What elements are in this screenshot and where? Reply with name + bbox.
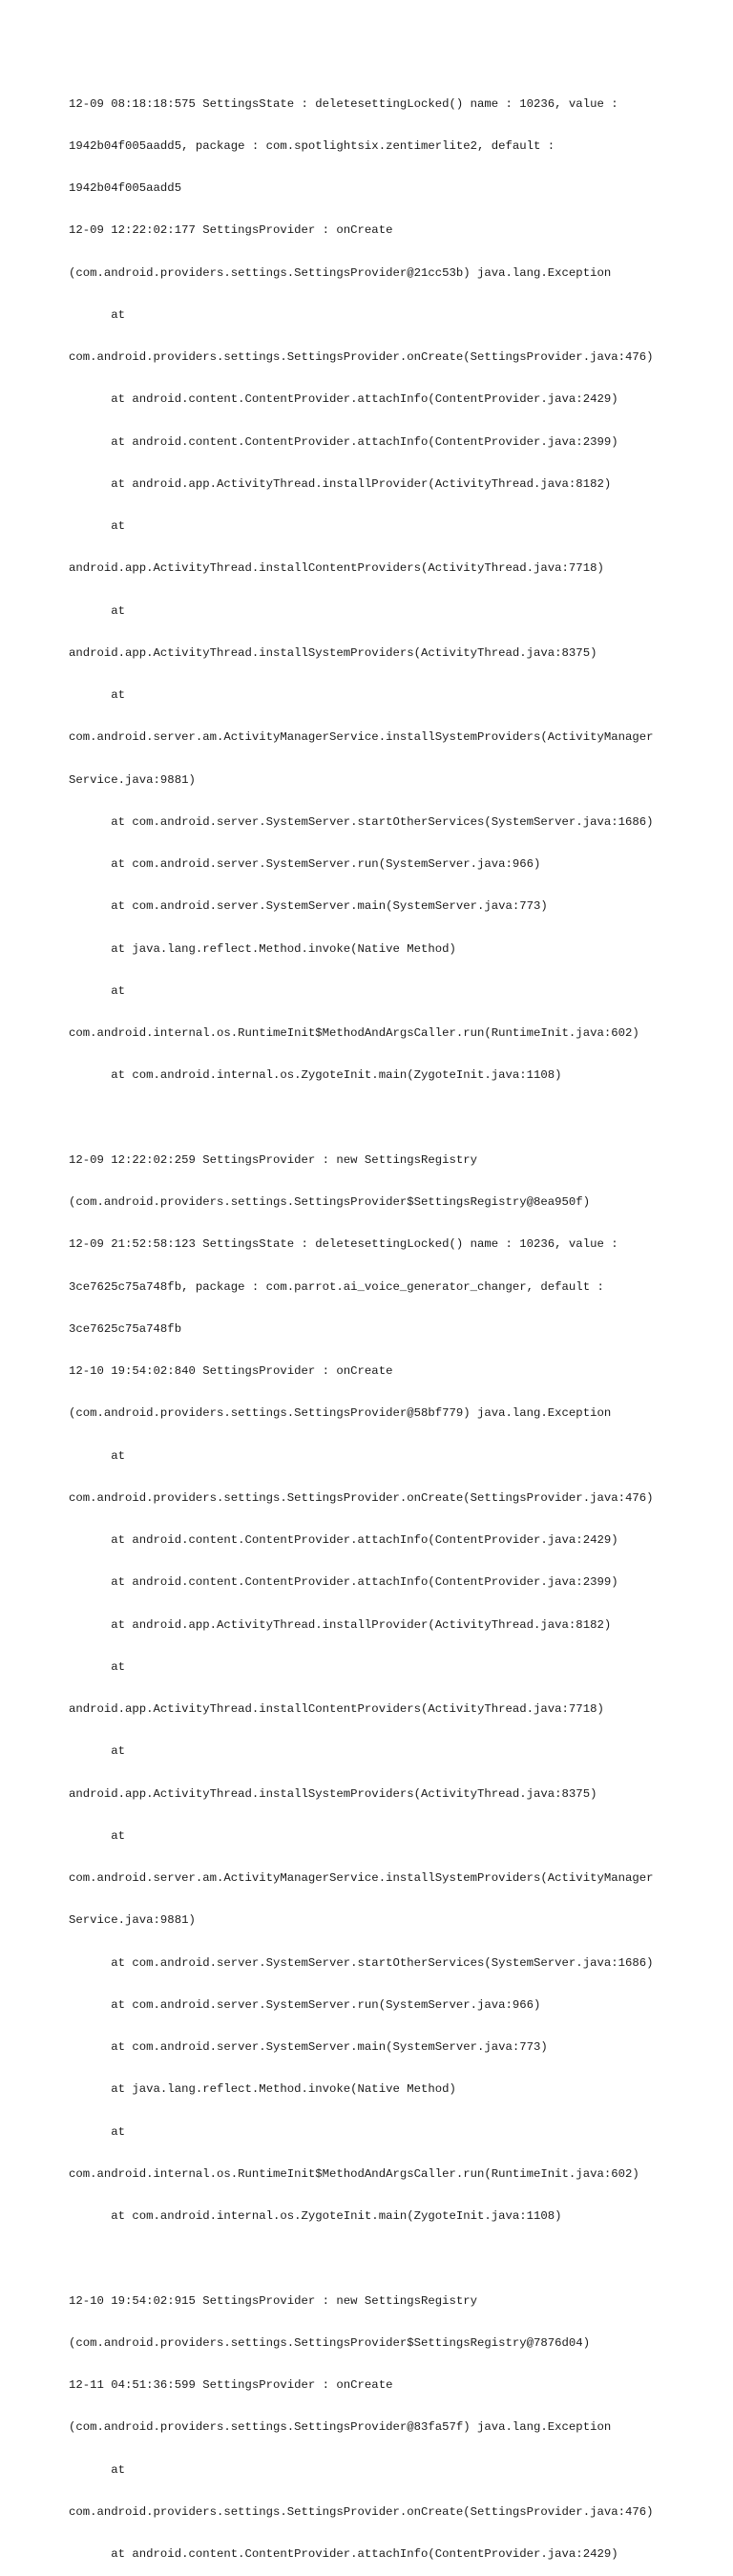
- log-line: android.app.ActivityThread.installContentProviders(ActivityThread.java:7718): [69, 1702, 604, 1716]
- log-text-block: [69, 69, 680, 2576]
- log-line: 3ce7625c75a748fb: [69, 1321, 182, 1336]
- log-line: Service.java:9881): [69, 1913, 196, 1928]
- log-line: 1942b04f005aadd5, package : com.spotlightsix.zentimerlite2, default :: [69, 138, 555, 153]
- log-line: 12-11 04:51:36:599 SettingsProvider : onCreate: [69, 2378, 393, 2392]
- log-line: at com.android.server.SystemServer.main(SystemServer.java:773): [69, 899, 548, 914]
- log-line: at android.app.ActivityThread.installProvider(ActivityThread.java:8182): [69, 1617, 612, 1632]
- log-line: at: [69, 983, 126, 998]
- log-line: [69, 2251, 680, 2266]
- log-line: (com.android.providers.settings.SettingsProvider$SettingsRegistry@7876d04): [69, 2335, 591, 2350]
- log-line: at com.android.internal.os.ZygoteInit.main(ZygoteInit.java:1108): [69, 2209, 562, 2223]
- log-line: 12-09 12:22:02:177 SettingsProvider : onCreate: [69, 223, 393, 238]
- log-line: at android.app.ActivityThread.installProvider(ActivityThread.java:8182): [69, 476, 612, 491]
- log-line: at com.android.server.SystemServer.main(SystemServer.java:773): [69, 2040, 548, 2054]
- log-line: [69, 1111, 680, 1126]
- log-line: com.android.providers.settings.SettingsProvider.onCreate(SettingsProvider.java:476): [69, 2504, 654, 2519]
- log-line: at com.android.server.SystemServer.startOtherServices(SystemServer.java:1686): [69, 814, 654, 829]
- log-line: at: [69, 603, 126, 618]
- log-line: at: [69, 1448, 126, 1463]
- log-line: at: [69, 307, 126, 322]
- log-line: (com.android.providers.settings.SettingsProvider$SettingsRegistry@8ea950f): [69, 1195, 591, 1209]
- log-line: com.android.internal.os.RuntimeInit$MethodAndArgsCaller.run(RuntimeInit.java:602): [69, 2166, 639, 2181]
- log-line: at android.content.ContentProvider.attachInfo(ContentProvider.java:2399): [69, 434, 618, 449]
- log-line: android.app.ActivityThread.installContentProviders(ActivityThread.java:7718): [69, 561, 604, 576]
- log-line: 12-10 19:54:02:840 SettingsProvider : onCreate: [69, 1364, 393, 1378]
- log-line: 12-09 12:22:02:259 SettingsProvider : new SettingsRegistry: [69, 1152, 478, 1167]
- log-line: com.android.server.am.ActivityManagerService.installSystemProviders(ActivityManager: [69, 730, 654, 745]
- log-line: (com.android.providers.settings.SettingsProvider@21cc53b) java.lang.Exception: [69, 265, 612, 280]
- log-line: at: [69, 1659, 126, 1674]
- log-line: at android.content.ContentProvider.attachInfo(ContentProvider.java:2429): [69, 392, 618, 407]
- log-line: at android.content.ContentProvider.attachInfo(ContentProvider.java:2429): [69, 2547, 618, 2561]
- log-line: at: [69, 1744, 126, 1759]
- log-line: android.app.ActivityThread.installSystemProviders(ActivityThread.java:8375): [69, 645, 597, 660]
- log-line: 12-09 21:52:58:123 SettingsState : deletesettingLocked() name : 10236, value :: [69, 1237, 618, 1252]
- log-line: com.android.providers.settings.SettingsProvider.onCreate(SettingsProvider.java:476): [69, 1490, 654, 1505]
- log-line: com.android.providers.settings.SettingsProvider.onCreate(SettingsProvider.java:476): [69, 350, 654, 364]
- log-line: at java.lang.reflect.Method.invoke(Native Method): [69, 2082, 456, 2097]
- log-line: at: [69, 2124, 126, 2139]
- log-line: at com.android.internal.os.ZygoteInit.main(ZygoteInit.java:1108): [69, 1068, 562, 1083]
- log-line: at android.content.ContentProvider.attachInfo(ContentProvider.java:2399): [69, 1575, 618, 1590]
- log-line: at com.android.server.SystemServer.run(SystemServer.java:966): [69, 857, 541, 871]
- log-line: android.app.ActivityThread.installSystemProviders(ActivityThread.java:8375): [69, 1786, 597, 1801]
- log-line: at com.android.server.SystemServer.run(SystemServer.java:966): [69, 1997, 541, 2012]
- log-line: at: [69, 519, 126, 533]
- log-line: at android.content.ContentProvider.attachInfo(ContentProvider.java:2429): [69, 1533, 618, 1547]
- log-line: 12-09 08:18:18:575 SettingsState : deletesettingLocked() name : 10236, value :: [69, 96, 618, 111]
- log-line: at com.android.server.SystemServer.startOtherServices(SystemServer.java:1686): [69, 1955, 654, 1970]
- log-line: (com.android.providers.settings.SettingsProvider@58bf779) java.lang.Exception: [69, 1406, 612, 1421]
- log-line: Service.java:9881): [69, 772, 196, 787]
- log-line: at: [69, 688, 126, 702]
- log-line: 12-10 19:54:02:915 SettingsProvider : new SettingsRegistry: [69, 2293, 478, 2308]
- log-line: at: [69, 2462, 126, 2477]
- log-line: at java.lang.reflect.Method.invoke(Native Method): [69, 941, 456, 956]
- log-line: com.android.internal.os.RuntimeInit$MethodAndArgsCaller.run(RuntimeInit.java:602): [69, 1026, 639, 1040]
- log-line: at: [69, 1828, 126, 1843]
- log-line: com.android.server.am.ActivityManagerService.installSystemProviders(ActivityManager: [69, 1871, 654, 1885]
- log-line: 1942b04f005aadd5: [69, 181, 182, 195]
- log-line: (com.android.providers.settings.SettingsProvider@83fa57f) java.lang.Exception: [69, 2420, 612, 2435]
- log-line: 3ce7625c75a748fb, package : com.parrot.ai_voice_generator_changer, default :: [69, 1279, 604, 1294]
